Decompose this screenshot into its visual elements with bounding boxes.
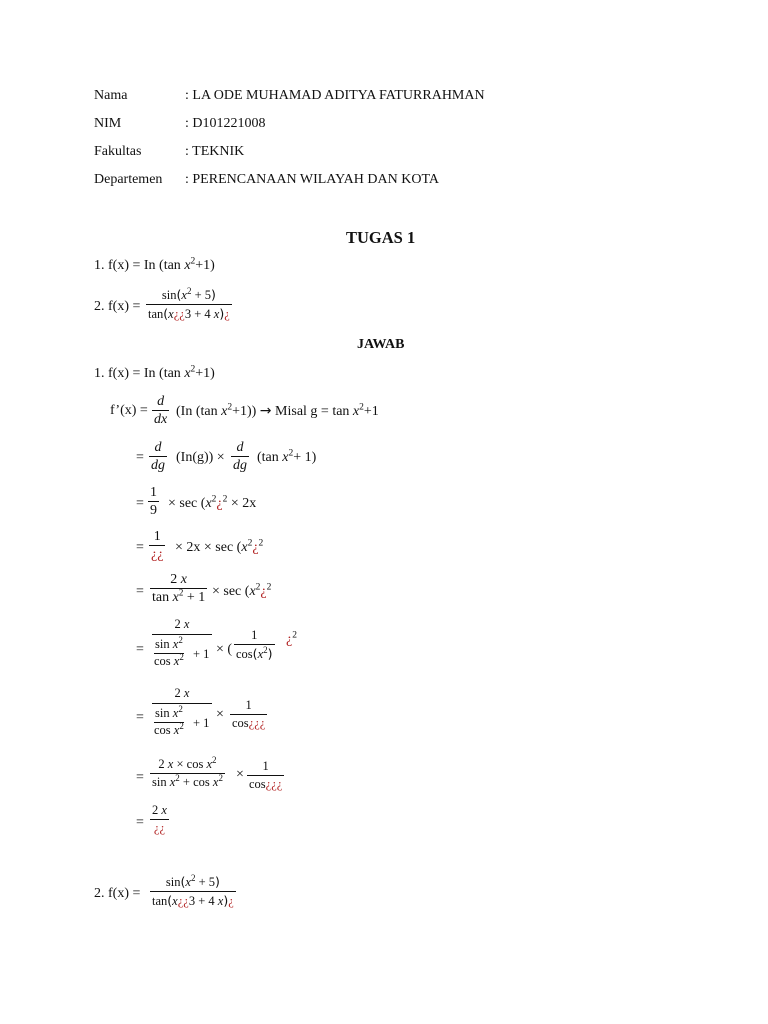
sin-over-cos-2: $\sin x^2$ $\cos x^2$ bbox=[154, 703, 184, 737]
value-departemen: : PERENCANAAN WILAYAH DAN KOTA bbox=[185, 172, 439, 187]
plus-one-1: + 1 bbox=[193, 647, 210, 661]
times-2: × bbox=[236, 767, 244, 782]
answer-heading: JAWAB bbox=[357, 337, 405, 352]
final-fraction: 2 x ¿¿ bbox=[152, 803, 167, 835]
sin-over-cos-1: $\sin x^2$ $\cos x^2$ bbox=[154, 634, 184, 668]
arrow-icon: → bbox=[259, 403, 272, 419]
value-fakultas: : TEKNIK bbox=[185, 144, 245, 159]
page-title: TUGAS 1 bbox=[346, 228, 416, 247]
chain-ln: (In(g)) × bbox=[176, 450, 225, 465]
label-fakultas: Fakultas bbox=[94, 144, 142, 159]
step-4-body: × $\sec (x^2¿^2$ bbox=[212, 582, 272, 599]
question-1: 1. f(x) = In (tan $x^2+1$) bbox=[94, 256, 215, 273]
step-eq-3: = bbox=[136, 540, 144, 555]
value-nim: : D101221008 bbox=[185, 116, 266, 131]
one-over-cos-fraction-2: 1 cos¿¿¿ bbox=[232, 698, 266, 730]
one-over-fraction: 1 ¿¿ bbox=[151, 529, 164, 562]
d-dx-fraction: d dx bbox=[154, 394, 168, 427]
step-eq-5: = bbox=[136, 642, 144, 657]
complex-num-1: 2 x bbox=[174, 617, 190, 631]
times-1: × bbox=[216, 707, 224, 722]
one-over-cos-fraction-1: 1 $\cos(x^2)$ bbox=[236, 628, 273, 661]
step-3-body: × $2x \times \sec (x^2¿^2$ bbox=[175, 538, 264, 555]
question-2-fraction: $\sin(x^2 + 5)$ tan(x¿¿3 + 4 x)¿ bbox=[148, 285, 230, 321]
plus-one-2: + 1 bbox=[193, 716, 210, 730]
step-2-body: × $\sec (x^2¿^2 \times 2x$ bbox=[168, 494, 257, 511]
step-eq-7: = bbox=[136, 770, 144, 785]
step-eq-1: = bbox=[136, 450, 144, 465]
step-eq-4: = bbox=[136, 584, 144, 599]
step-eq-6: = bbox=[136, 710, 144, 725]
step-eq-8: = bbox=[136, 815, 144, 830]
d-dg-fraction-1: d dg bbox=[151, 440, 165, 473]
value-nama: : LA ODE MUHAMAD ADITYA FATURRAHMAN bbox=[185, 88, 485, 103]
d-dg-fraction-2: d dg bbox=[233, 440, 247, 473]
solution-2-label: 2. f(x) = bbox=[94, 886, 141, 901]
question-2-label: 2. f(x) = bbox=[94, 299, 141, 314]
complex-num-2: 2 x bbox=[174, 686, 190, 700]
step-eq-2: = bbox=[136, 496, 144, 511]
label-nama: Nama bbox=[94, 88, 128, 103]
derivative-label: f’(x) = bbox=[110, 403, 148, 418]
label-departemen: Departemen bbox=[94, 172, 163, 187]
two-x-over-tan-fraction: 2 x $\tan x^2 + 1$ bbox=[152, 572, 206, 605]
solution-line-1: 1. f(x) = In (tan $x^2+1$) bbox=[94, 364, 215, 381]
solution-2-fraction: $\sin(x^2 + 5)$ tan(x¿¿3 + 4 x)¿ bbox=[152, 872, 234, 908]
one-ninth-fraction: 1 9 bbox=[150, 485, 157, 518]
combined-fraction: 2 $x \times \cos x^2$ $\sin x^2 + \cos x^2$ bbox=[152, 754, 223, 789]
times-paren: × ( bbox=[216, 642, 233, 657]
one-over-cos-fraction-3: 1 cos¿¿¿ bbox=[249, 759, 283, 791]
chain-tan: (tan $x^2+ 1$) bbox=[257, 448, 317, 465]
label-nim: NIM bbox=[94, 116, 122, 131]
step-5-tail: ¿$^2$ bbox=[286, 630, 297, 647]
derivative-body: (In (tan $x^2+1$)) → Misal $g = \tan x^2+1$ bbox=[176, 402, 379, 419]
